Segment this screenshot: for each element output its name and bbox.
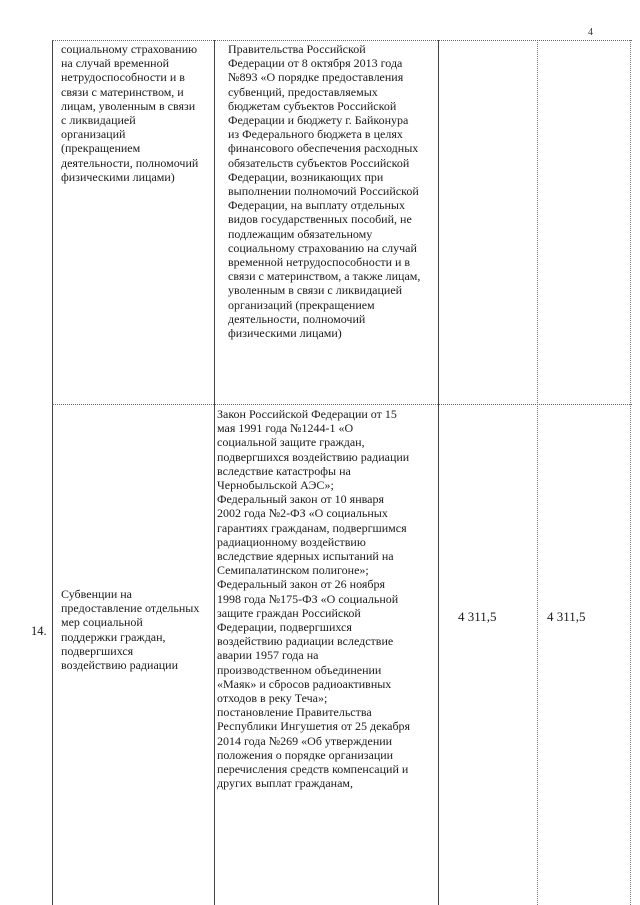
page-number: 4 (588, 27, 593, 38)
text-line: связи с материнством, а также лицам, (228, 269, 421, 284)
table-cell-legal-basis (217, 407, 434, 790)
text-line: Чернобыльской АЭС»; (217, 478, 334, 493)
text-line: Федеральный закон от 10 января (217, 492, 384, 507)
text-line: из Федерального бюджета в целях (228, 127, 403, 142)
text-line: организаций (61, 127, 126, 142)
amount-value: 4 311,5 (458, 609, 497, 624)
text-line: Семипалатинском полигоне»; (217, 563, 369, 578)
text-line: физическими лицами) (228, 326, 342, 341)
text-line: деятельности, полномочий (228, 311, 366, 326)
text-line: субвенций, предоставляемых (228, 84, 378, 99)
text-line: 2002 года №2-ФЗ «О социальных (217, 506, 388, 521)
text-line: Федерации и бюджету г. Байконура (228, 113, 409, 128)
text-line: финансового обеспечения расходных (228, 141, 419, 156)
text-line: воздействию радиации вследствие (217, 634, 394, 649)
text-line: Федерации, возникающих при (228, 169, 384, 184)
text-line: социальной защите граждан, (217, 435, 365, 450)
amount-value: 4 311,5 (547, 609, 586, 624)
table-cell-name (61, 587, 213, 672)
text-line: бюджетам субъектов Российской (228, 98, 397, 113)
text-line: Субвенции на (61, 587, 133, 601)
text-line: на случай временной (61, 56, 170, 71)
text-line: (прекращением (61, 141, 141, 156)
text-line: поддержки граждан, (61, 629, 166, 644)
text-line: радиационному воздействию (217, 534, 366, 549)
text-line: Закон Российской Федерации от 15 (217, 407, 397, 421)
text-line: предоставление отдельных (61, 601, 200, 616)
table-border-right (630, 40, 631, 905)
text-line: других выплат гражданам, (217, 776, 354, 791)
text-line: гарантиях гражданам, подвергшимся (217, 520, 407, 535)
text-line: связи с материнством, и (61, 84, 184, 99)
text-line: постановление Правительства (217, 705, 372, 720)
text-line: Федерации, подвергшихся (217, 620, 352, 635)
text-line: 2014 года №269 «Об утверждении (217, 733, 393, 748)
text-line: положения о порядке организации (217, 747, 394, 762)
text-line: организаций (прекращением (228, 297, 375, 312)
text-line: №893 «О порядке предоставления (228, 70, 404, 85)
text-line: физическими лицами) (61, 169, 175, 184)
table-divider-amount (537, 40, 538, 905)
text-line: мая 1991 года №1244-1 «О (217, 421, 354, 436)
text-line: вследствие ядерных испытаний на (217, 549, 394, 564)
text-line: временной нетрудоспособности и в (228, 255, 411, 270)
text-line: лицам, уволенным в связи (61, 98, 196, 113)
text-line: «Маяк» и сбросов радиоактивных (217, 676, 392, 691)
text-line: выполнении полномочий Российской (228, 184, 419, 199)
text-line: подвергшихся (61, 643, 134, 658)
row-number: 14. (31, 624, 47, 638)
text-line: видов государственных пособий, не (228, 212, 412, 227)
text-line: деятельности, полномочий (61, 155, 199, 170)
text-line: нетрудоспособности и в (61, 70, 185, 85)
table-divider-name (214, 40, 215, 905)
text-line: воздействию радиации (61, 658, 179, 673)
table-top-line (52, 40, 632, 41)
text-line: Республики Ингушетия от 25 декабря (217, 719, 411, 734)
text-line: обязательств субъектов Российской (228, 155, 410, 170)
text-line: подлежащим обязательному (228, 226, 373, 241)
table-divider-basis (438, 40, 439, 905)
text-line: Федерации от 8 октября 2013 года (228, 56, 403, 71)
table-cell-name (61, 42, 213, 184)
text-line: с ликвидацией (61, 113, 136, 128)
text-line: социальному страхованию на случай (228, 240, 417, 255)
text-line: 1998 года №175-ФЗ «О социальной (217, 591, 399, 606)
text-line: уволенным в связи с ликвидацией (228, 283, 403, 298)
text-line: социальному страхованию (61, 42, 198, 56)
text-line: Федеральный закон от 26 ноября (217, 577, 386, 592)
text-line: защите граждан Российской (217, 605, 361, 620)
table-row-divider (52, 404, 632, 405)
text-line: вследствие катастрофы на (217, 463, 351, 478)
text-line: мер социальной (61, 615, 143, 630)
text-line: аварии 1957 года на (217, 648, 319, 663)
table-border-left (52, 40, 53, 905)
text-line: Федерации, на выплату отдельных (228, 198, 405, 213)
text-line: перечисления средств компенсаций и (217, 762, 409, 777)
text-line: подвергшихся воздействию радиации (217, 449, 410, 464)
text-line: Правительства Российской (228, 42, 366, 56)
table-cell-legal-basis (228, 42, 434, 340)
text-line: производственном объединении (217, 662, 382, 677)
text-line: отходов в реку Теча»; (217, 691, 328, 706)
